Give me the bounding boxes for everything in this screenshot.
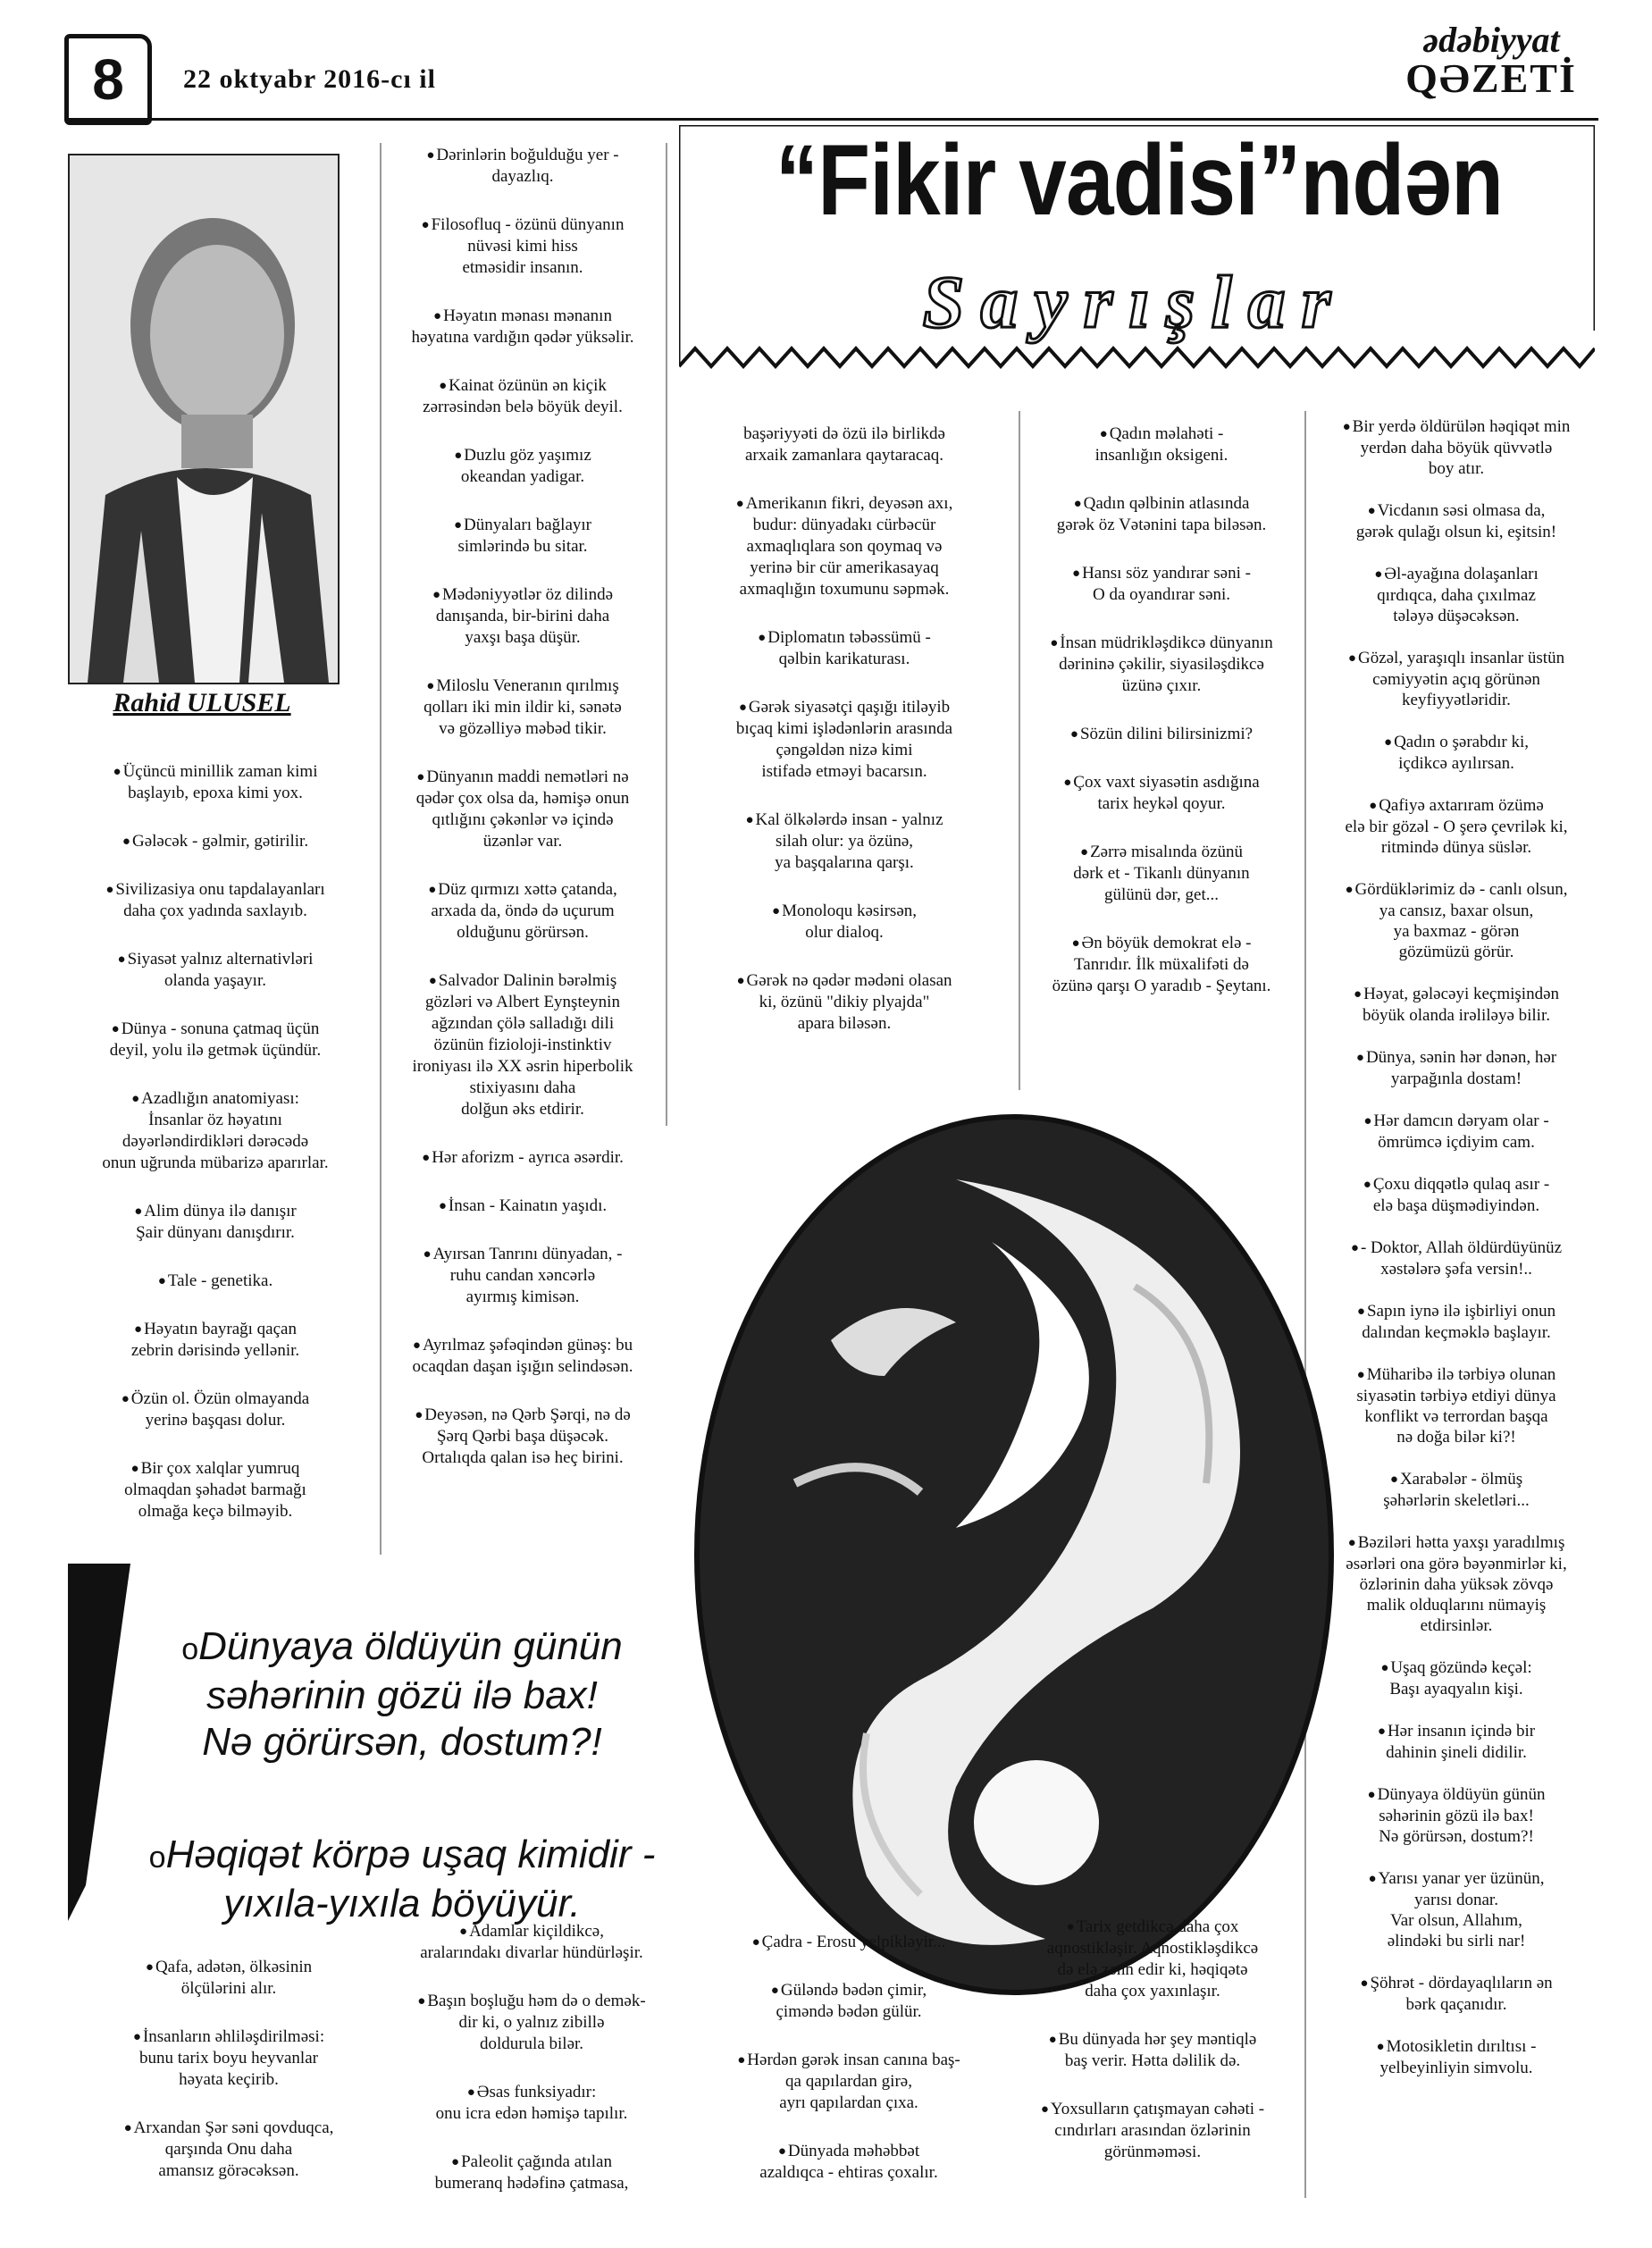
aphorism: ● Dünyaya öldüyün günün səhərinin gözü ilə bax! Nə görürsən, dostum?!	[1367, 1785, 1546, 1846]
column-3	[675, 424, 1014, 1061]
aphorism: ● Sivilizasiya onu tapdalayanları daha çox yadında saxlayıb.	[105, 880, 325, 920]
aphorism: ● Gözəl, yaraşıqlı insanlar üstün cəmiyyətin açıq görünən keyfiyyətləridir.	[1347, 649, 1565, 709]
sculpture-illustration	[688, 1108, 1340, 2001]
masthead-logo	[1384, 22, 1598, 103]
column-bottom-4	[1001, 1917, 1304, 2190]
aphorism: ● Paleolit çağında atılan bumeranq hədəfinə çatmasa,	[434, 2152, 629, 2193]
article-title: “Fikir vadisi”ndən	[775, 124, 1504, 236]
aphorism: ● Xarabələr - ölmüş şəhərlərin skeletləri...	[1383, 1470, 1530, 1510]
aphorism: ● Üçüncü minillik zaman kimi başlayıb, epoxa kimi yox.	[113, 762, 318, 802]
aphorism: ● Qafa, adətən, ölkəsinin ölçülərini alır.	[145, 1958, 313, 1998]
aphorism: ● Həyatın mənası mənanın həyatına vardığın qədər yüksəlir.	[411, 306, 634, 347]
aphorism: ● Dərinlərin boğulduğu yer - dayazlıq.	[426, 146, 619, 186]
column-5	[1309, 416, 1604, 2100]
aphorism: ● Çox vaxt siyasətin asdığına tarix heykəl qoyur.	[1063, 773, 1260, 813]
aphorism: ● Qadın o şərabdır ki, içdikcə ayılırsan.	[1384, 733, 1529, 773]
aphorism: ● Müharibə ilə tərbiyə olunan siyasətin tərbiyə etdiyi dünya konflikt və terrordan başqa nə doğa bilər ki?!	[1356, 1365, 1556, 1447]
aphorism: ● Ayırsan Tanrını dünyadan, - ruhu candan xəncərlə ayırmış kimisən.	[423, 1245, 623, 1306]
aphorism: ● Hər aforizm - ayrıca əsərdir.	[422, 1148, 624, 1167]
aphorism: ● Hərdən gərək insan canına baş- qa qapılardan girə, ayrı qapılardan çıxa.	[737, 2051, 960, 2112]
page-number: 8	[64, 34, 152, 125]
column-bottom-3	[692, 1932, 1005, 2210]
aphorism: ● Bəziləri hətta yaxşı yaradılmış əsərləri ona görə bəyənmirlər ki, özlərinin daha yüksək zövqə malik olduqlarını nümayiş etdirsinlər.	[1346, 1533, 1567, 1635]
author-portrait	[70, 155, 338, 683]
aphorism: ● Filosofluq - özünü dünyanın nüvəsi kimi hiss etməsidir insanın.	[421, 215, 625, 277]
aphorism: ● Siyasət yalnız alternativləri olanda yaşayır.	[117, 950, 314, 990]
aphorism: ● Gələcək - gəlmir, gətirilir.	[122, 832, 309, 851]
aphorism: ● Zərrə misalında özünü dərk et - Tikanlı dünyanın gülünü dər, get...	[1073, 843, 1250, 904]
aphorism: ● Hər insanın içində bir dahinin şineli didilir.	[1377, 1722, 1536, 1762]
aphorism: ● Duzlu göz yaşımız okeandan yadigar.	[454, 446, 591, 486]
aphorism: ● Miloslu Veneranın qırılmış qolları iki min ildir ki, sənətə və gözəlliyə məbəd tikir.	[423, 676, 622, 738]
aphorism: ● İnsanların əhliləşdirilməsi: bunu tarix boyu heyvanlar həyata keçirib.	[132, 2027, 325, 2089]
article-subtitle: Sayrışlar	[922, 261, 1347, 344]
aphorism: ● Özün ol. Özün olmayanda yerinə başqası dolur.	[121, 1389, 310, 1430]
aphorism: ● Çoxu diqqətlə qulaq asır - elə başa düşmədiyindən.	[1363, 1175, 1550, 1215]
aphorism: ● İnsan - Kainatın yaşıdı.	[438, 1196, 608, 1215]
aphorism: ● Sözün dilini bilirsinizmi?	[1069, 725, 1254, 743]
masthead-bottom: QƏZETİ	[1405, 55, 1577, 101]
aphorism: ● Sapın iynə ilə işbirliyi onun dalından keçməklə başlayır.	[1356, 1302, 1556, 1342]
aphorism: ● Deyəsən, nə Qərb Şərqi, nə də Şərq Qərbi başa düşəcək. Ortalıqda qalan isə heç birini.	[415, 1405, 631, 1467]
aphorism: ● Şöhrət - dördayaqlıların ən bərk qaçanıdır.	[1360, 1974, 1553, 2014]
column-4	[996, 424, 1327, 1024]
aphorism: ● Güləndə bədən çimir, çiməndə bədən gülür.	[770, 1981, 927, 2021]
aphorism: ● Motosikletin dırıltısı - yelbeyinliyin simvolu.	[1376, 2037, 1537, 2077]
aphorism: ● Bir yerdə öldürülən həqiqət min yerdən daha böyük qüvvətlə boy atır.	[1342, 417, 1571, 478]
aphorism: ● Dünyaları bağlayır simlərində bu sitar.	[453, 516, 592, 556]
column-divider	[380, 143, 382, 1555]
aphorism: ● Hansı söz yandırar səni - O da oyandırar səni.	[1072, 564, 1251, 604]
aphorism: ● Gərək nə qədər mədəni olasan ki, özünü "dikiy plyajda" apara biləsən.	[736, 971, 952, 1033]
aphorism: ● Tarix getdikcə daha çox aqnostikləşir. Aqnostikləşdikcə də elə zənn edir ki, həqiqətə daha çox yaxınlaşır.	[1046, 1917, 1259, 2001]
aphorism: ● Əsas funksiyadır: onu icra edən həmişə tapılır.	[435, 2083, 628, 2123]
featured-quote: oHəqiqət körpə uşaq kimidir - yıxıla-yıxıla böyüyür.	[148, 1833, 656, 1925]
aphorism: ● Kainat özünün ən kiçik zərrəsindən belə böyük deyil.	[423, 376, 623, 416]
aphorism: başəriyyəti də özü ilə birlikdə arxaik zamanlara qaytaracaq.	[743, 424, 945, 465]
aphorism: ● Arxandan Şər səni qovduqca, qarşında Onu daha amansız görəcəksən.	[123, 2118, 334, 2180]
aphorism: ● Yoxsulların çatışmayan cəhəti - cındırları arasından özlərinin görünməməsi.	[1040, 2100, 1265, 2161]
aphorism: ● Kal ölkələrdə insan - yalnız silah olur: ya özünə, ya başqalarına qarşı.	[745, 810, 943, 872]
aphorism: ● Gərək siyasətçi qaşığı itiləyib bıçaq kimi işlədənlərin arasında çəngəldən nizə kimi istifadə etməyi bacarsın.	[735, 698, 953, 781]
column-bottom-2	[384, 1921, 679, 2221]
featured-quote: oDünyaya öldüyün günün səhərinin gözü ilə bax! Nə görürsən, dostum?!	[181, 1624, 623, 1764]
aphorism: ● Qadın məlahəti - insanlığın oksigeni.	[1094, 424, 1229, 465]
aphorism: ● Qadın qəlbinin atlasında gərək öz Vətənini tapa biləsən.	[1056, 494, 1267, 534]
column-left	[68, 761, 363, 1549]
aphorism: ● Ayrılmaz şəfəqindən günəş: bu ocaqdan daşan işığın selindəsən.	[412, 1336, 633, 1376]
aphorism: ● Adamlar kiçildikcə, aralarındakı divarlar hündürləşir.	[420, 1922, 643, 1962]
aphorism: ● Həyat, gələcəyi keçmişindən böyük olanda irəliləyə bilir.	[1354, 985, 1559, 1025]
aphorism: ● Düz qırmızı xəttə çatanda, arxada da, öndə də uçurum olduğunu görürsən.	[428, 880, 617, 942]
masthead-top: ədəbiyyat	[1422, 20, 1560, 60]
aphorism: ● İnsan müdrikləşdikcə dünyanın dərininə çəkilir, siyasiləşdikcə üzünə çıxır.	[1050, 633, 1273, 695]
issue-date: 22 oktyabr 2016-cı il	[183, 64, 436, 94]
column-bottom-1	[86, 1957, 372, 2209]
aphorism: ● Dünya, sənin hər dənən, hər yarpağınla dostam!	[1355, 1048, 1557, 1088]
aphorism: ● Monoloqu kəsirsən, olur dialoq.	[772, 902, 917, 942]
aphorism: ● Dünyada məhəbbət azaldıqca - ehtiras çoxalır.	[759, 2142, 938, 2182]
aphorism: ● Ən böyük demokrat elə - Tanrıdır. İlk müxalifəti də özünə qarşı O yaradıb - Şeytanı.	[1052, 934, 1271, 995]
column-2	[384, 145, 661, 1496]
aphorism: ● Alim dünya ilə danışır Şair dünyanı danışdırır.	[134, 1202, 297, 1242]
header-rule	[64, 118, 1598, 121]
aphorism: ● Bir çox xalqlar yumruq olmaqdan şəhadət barmağı olmağa keçə bilməyib.	[124, 1459, 306, 1521]
aphorism: ● Uşaq gözündə keçəl: Başı ayaqyalın kişi.	[1380, 1658, 1532, 1699]
aphorism: ● Tale - genetika.	[157, 1271, 273, 1290]
aphorism: ● Əl-ayağına dolaşanları qırdıqca, daha çıxılmaz tələyə düşəcəksən.	[1374, 565, 1539, 625]
aphorism: ● Hər damcın dəryam olar - ömrümcə içdiyim cam.	[1363, 1111, 1549, 1152]
aphorism: ● Bu dünyada hər şey məntiqlə baş verir. Hətta dəlilik də.	[1048, 2030, 1257, 2070]
aphorism: ● Həyatın bayrağı qaçan zebrin dərisində yellənir.	[130, 1320, 300, 1360]
aphorism: ● Amerikanın fikri, deyəsən axı, budur: dünyadakı cürbəcür axmaqlıqlara son qoymaq və yerinə bir cür amerikasayaq axmaqlığın toxumunu səpmək.	[735, 494, 953, 599]
aphorism: ● Başın boşluğu həm də o demək- dir ki, o yalnız zibillə doldurula bilər.	[417, 1992, 646, 2053]
aphorism: ● Dünya - sonuna çatmaq üçün deyil, yolu ilə getmək üçündür.	[109, 1019, 322, 1060]
aphorism: ● Yarısı yanar yer üzünün, yarısı donar. Var olsun, Allahım, əlindəki bu sirli nar!	[1368, 1869, 1545, 1950]
aphorism: ● Diplomatın təbəssümü - qəlbin karikaturası.	[758, 628, 931, 668]
aphorism: ● Azadlığın anatomiyası: İnsanlar öz həyatını dəyərləndirdikləri dərəcədə onun uğrunda mübarizə aparırlar.	[102, 1089, 329, 1172]
aphorism: ● Vicdanın səsi olmasa da, gərək qulağı olsun ki, eşitsin!	[1355, 501, 1557, 541]
author-photo	[68, 154, 340, 684]
aphorism: ● - Doktor, Allah öldürdüyünüz xəstələrə şəfa versin!..	[1350, 1238, 1563, 1279]
aphorism: ● Qafiyə axtarıram özümə elə bir gözəl - O şerə çevrilək ki, ritmində dünya süslər.	[1345, 796, 1568, 857]
author-name: Rahid ULUSEL	[113, 688, 291, 717]
aphorism: ● Dünyanın maddi nemətləri nə qədər çox olsa da, həmişə onun qıtlığını çəkənlər və içində üzənlər var.	[415, 768, 630, 851]
aphorism: ● Mədəniyyətlər öz dilində danışanda, bir-birini daha yaxşı başa düşür.	[432, 585, 614, 647]
aphorism: ● Gördüklərimiz də - canlı olsun, ya cansız, baxar olsun, ya baxmaz - görən gözümüzü görür.	[1345, 880, 1568, 961]
aphorism: ● Salvador Dalinin bərəlmiş gözləri və Albert Eynşteynin ağzından çölə salladığı dili özünün fizioloji-instinktiv ironiyası ilə XX əsrin hiperbolik stixiyasını daha dolğun əks etdirir.	[412, 971, 633, 1119]
aphorism: ● Çadra - Erosu yelpikləyir...	[751, 1933, 946, 1951]
column-divider	[666, 143, 667, 1126]
